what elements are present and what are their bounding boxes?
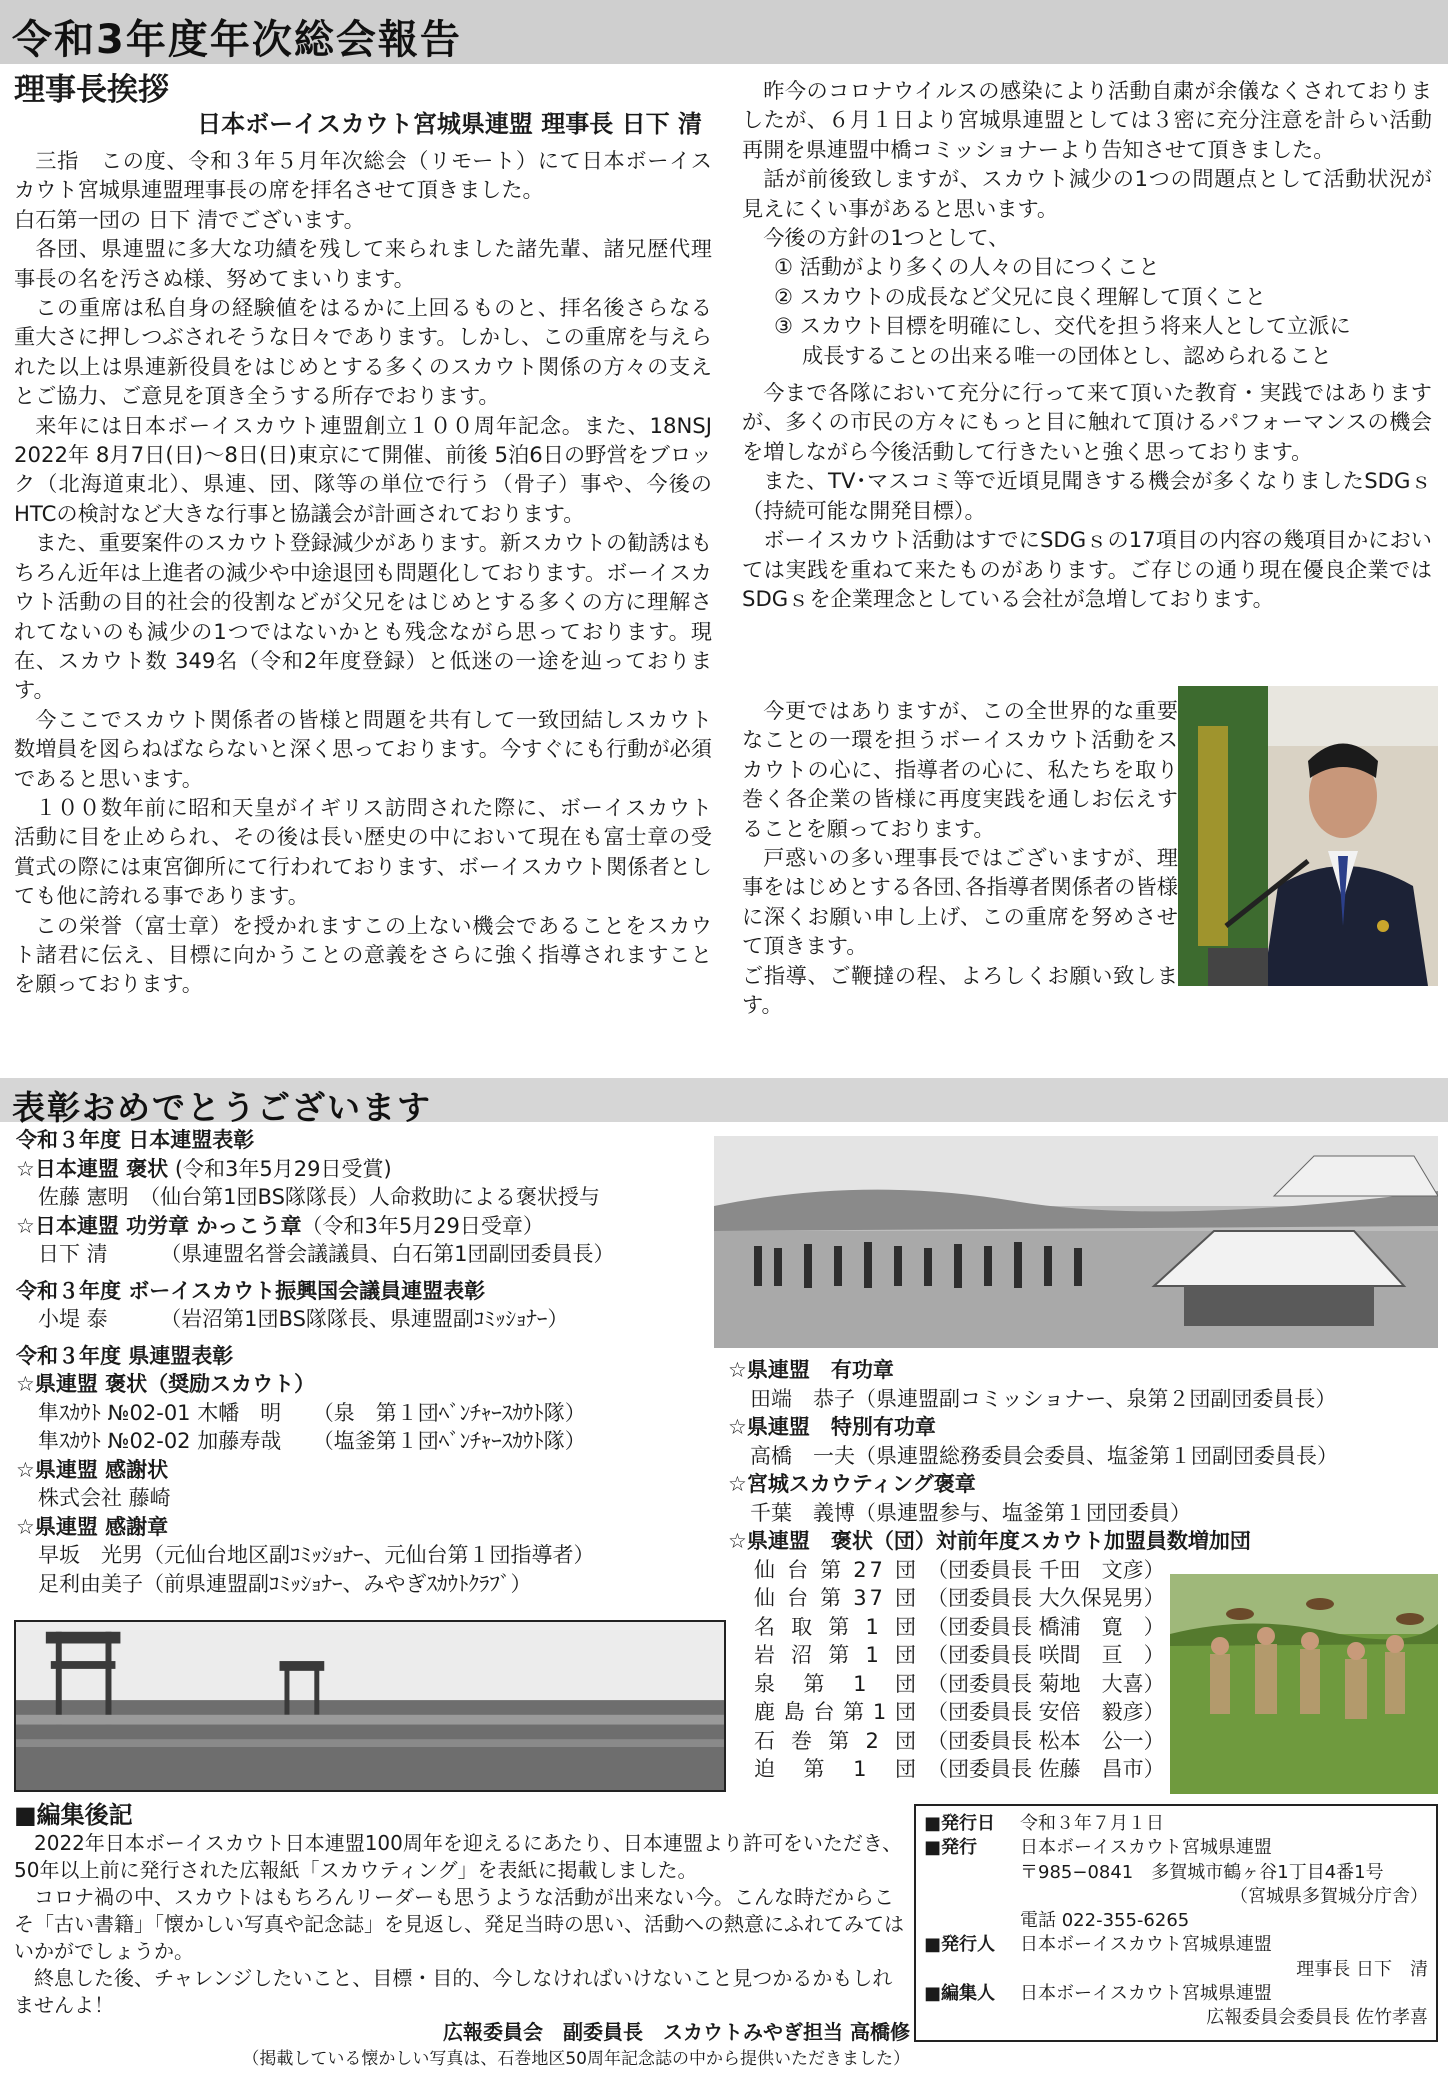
chairman-photo — [1178, 686, 1438, 986]
award-recipient: 千葉 義博（県連盟参与、塩釜第１団団委員） — [750, 1500, 1191, 1525]
pub-publisher-row: ■発行人 日本ボーイスカウト宮城県連盟 — [924, 1934, 1272, 1956]
policy-list — [742, 252, 1432, 370]
award-entry: ☆日本連盟 褒状 (令和3年5月29日受賞) — [16, 1156, 392, 1181]
group-award-title: ☆県連盟 褒状（団）対前年度スカウト加盟員数増加団 — [728, 1529, 1251, 1553]
group-row: 仙台第37団 （団委員長 大久保晃男） — [754, 1586, 1165, 1610]
postscript-paragraph: 終息した後、チャレンジしたいこと、目標・目的、今しなければいけないこと見つかるかもしれませんよ！ — [14, 1966, 893, 2017]
award-recipient: 早坂 光男（元仙台地区副ｺﾐｯｼｮﾅｰ、元仙台第１団指導者） — [38, 1543, 595, 1567]
postscript-signature: 広報委員会 副委員長 スカウトみやぎ担当 高橋修 — [443, 2020, 910, 2044]
greeting-right-bottom — [742, 696, 1178, 1019]
pub-address-note: （宮城県多賀城分庁舎） — [1230, 1885, 1428, 1907]
greeting-paragraph: 今ここでスカウト関係者の皆様と問題を共有して一致団結しスカウト数増員を図らねばならないと深く思っております。今すぐにも行動が必須であると思います。 — [14, 706, 712, 791]
group-row: 鹿島台第1団 （団委員長 安倍 毅彦） — [754, 1700, 1165, 1724]
page-title: 令和3年度年次総会報告 — [12, 17, 462, 63]
pub-issuer-row: ■発行 日本ボーイスカウト宮城県連盟 — [924, 1837, 1272, 1859]
greeting-paragraph: 今まで各隊において充分に行って来て頂いた教育・実践ではありますが、多くの市民の方々にもっと目に触れて頂けるパフォーマンスの機会を増しながら今後活動して行きたいと強く思っております。 — [742, 380, 1432, 464]
postscript-paragraph: 2022年日本ボーイスカウト日本連盟100周年を迎えるにあたり、日本連盟より許可をいただき、50年以上前に発行された広報紙「スカウティング」を表紙に掲載しました。 — [14, 1831, 903, 1882]
pub-editor-name: 広報委員会委員長 佐竹孝喜 — [1206, 2007, 1428, 2029]
award-recipient: 隼ｽｶｳﾄ №02-02 加藤寿哉 （塩釜第１団ﾍﾞﾝﾁｬｰｽｶｳﾄ隊） — [38, 1429, 586, 1453]
greeting-author: 日本ボーイスカウト宮城県連盟 理事長 日下 清 — [197, 110, 702, 138]
group-row: 迫第1団 （団委員長 佐藤 昌市） — [754, 1757, 1165, 1781]
greeting-paragraph: 今更ではありますが、この全世界的な重要なことの一環を担うボーイスカウト活動をスカウトの心に、指導者の心に、私たちを取り巻く各企業の皆様に再度実践を通しお伝えすることを願っております。 — [742, 698, 1178, 841]
award-recipient: 小堤 泰 （岩沼第1団BS隊隊長、県連盟副ｺﾐｯｼｮﾅｰ） — [38, 1307, 569, 1331]
award-recipient: 佐藤 憲明 （仙台第1団BS隊隊長）人命救助による褒状授与 — [38, 1185, 600, 1209]
group-row: 岩沼第1団 （団委員長 咲間 亘 ） — [754, 1643, 1165, 1667]
greeting-paragraph: この重席は私自身の経験値をはるかに上回るものと、拝名後さらなる重大さに押しつぶされそうな日々であります。しかし、この重席を与えられた以上は県連新役員をはじめとする多くのスカウト関係の方々の支えとご協力、ご意見を頂き全うする所存でおります。 — [14, 295, 712, 409]
national-awards-title: 令和３年度 日本連盟表彰 — [16, 1128, 255, 1152]
award-entry: ☆県連盟 有功章 — [728, 1358, 894, 1382]
greeting-paragraph: １００数年前に昭和天皇がイギリス訪問された際に、ボーイスカウト活動に目を止められ、その後は長い歴史の中において現在も富士章の受賞式の際には東宮御所にて行われております、ボーイスカウト関係者としても他に誇れる事であります。 — [14, 794, 712, 909]
award-entry: ☆宮城スカウティング褒章 — [728, 1472, 976, 1496]
award-recipient: 株式会社 藤崎 — [38, 1486, 171, 1510]
scouts-cheering-photo — [1170, 1574, 1438, 1794]
jamboree-crowd-photo — [14, 1620, 726, 1792]
pref-awards-title: 令和３年度 県連盟表彰 — [16, 1343, 234, 1368]
pub-editor-row: ■編集人 日本ボーイスカウト宮城県連盟 — [924, 1983, 1272, 2005]
postscript-photo-note: （掲載している懐かしい写真は、石巻地区50周年記念誌の中から提供いただきました） — [242, 2049, 910, 2069]
postscript-title: ■編集後記 — [14, 1801, 133, 1829]
publication-info-box — [914, 1804, 1438, 2042]
greeting-paragraph: また、TV･マスコミ等で近頃見聞きする機会が多くなりましたSDGｓ（持続可能な開発目標）。 — [742, 468, 1432, 523]
pub-phone: 電話 022-355-6265 — [1020, 1910, 1190, 1932]
greeting-paragraph: この栄誉（富士章）を授かれますこの上ない機会であることをスカウト諸君に伝え、目標に向かうことの意義をさらに強く指導されますことを願っております。 — [14, 912, 712, 997]
award-recipient: 日下 清 （県連盟名誉会議議員、白石第1団副団委員長） — [38, 1242, 615, 1266]
greeting-title: 理事長挨拶 — [14, 72, 169, 108]
editorial-postscript — [14, 1800, 910, 2073]
postscript-paragraph: コロナ禍の中、スカウトはもちろんリーダーも思うような活動が出来ない今。こんな時だからこそ「古い書籍」「懐かしい写真や記念誌」を見返し、発足当時の思い、活動への熱意にふれてみてはいかがでしょうか。 — [14, 1885, 904, 1963]
award-entry: ☆県連盟 感謝章 — [16, 1514, 169, 1539]
greeting-paragraph: ボーイスカウト活動はすでにSDGｓの17項目の内容の幾項目かにおいては実践を重ねて来たものがあります。ご存じの通り現在優良企業ではSDGｓを企業理念としている会社が急増しております。 — [742, 527, 1432, 611]
pub-publisher-name: 理事長 日下 清 — [1296, 1958, 1428, 1980]
group-row: 石巻第2団 （団委員長 松本 公一） — [754, 1728, 1165, 1753]
diet-awards-title: 令和３年度 ボーイスカウト振興国会議員連盟表彰 — [16, 1278, 486, 1303]
greeting-right-column — [742, 76, 1432, 613]
greeting-paragraph: 話が前後致しますが、スカウト減少の1つの問題点として活動状況が見えにくい事があると思います。 — [742, 166, 1432, 221]
group-row: 仙台第27団 （団委員長 千田 文彦） — [754, 1557, 1165, 1582]
greeting-paragraph: 今後の方針の1つとして、 — [763, 225, 1010, 251]
award-entry: ☆県連盟 感謝状 — [16, 1457, 169, 1482]
greeting-left-column — [14, 72, 712, 999]
award-recipient: 高橋 一夫（県連盟総務委員会委員、塩釜第１団副団委員長） — [750, 1443, 1338, 1468]
pub-address: 〒985−0841 多賀城市鶴ヶ谷1丁目4番1号 — [1020, 1861, 1384, 1883]
group-row: 泉第1団 （団委員長 菊地 大喜） — [754, 1671, 1165, 1696]
page-header-band — [0, 0, 1448, 64]
award-recipient: 隼ｽｶｳﾄ №02-01 木幡 明 （泉 第１団ﾍﾞﾝﾁｬｰｽｶｳﾄ隊） — [38, 1400, 586, 1425]
greeting-closing: ご指導、ご鞭撻の程、よろしくお願い致します。 — [742, 962, 1178, 1018]
group-row: 名取第1団 （団委員長 橋浦 寛 ） — [754, 1614, 1165, 1639]
greeting-paragraph: 来年には日本ボーイスカウト連盟創立１００周年記念。また、18NSJ 2022年 8月7日(日)～8日(日)東京にて開催、前後 5泊6日の野営をブロック（北海道東北）、県連、団、隊等の単位で行う（骨子）事や、今後のHTCの検討など大きな行事と協議会が計画されております。 — [14, 412, 712, 526]
award-recipient: 足利由美子（前県連盟副ｺﾐｯｼｮﾅｰ、みやぎｽｶｳﾄｸﾗﾌﾞ） — [38, 1571, 532, 1596]
award-recipient: 田端 恭子（県連盟副コミッショナー、泉第２団副団委員長） — [750, 1386, 1337, 1411]
awards-title: 表彰おめでとうございます — [12, 1088, 432, 1127]
pub-date-row: ■発行日 令和３年７月１日 — [924, 1813, 1164, 1834]
greeting-paragraph: 昨今のコロナウイルスの感染により活動自粛が余儀なくされておりましたが、６月１日より宮城県連盟としては３密に充分注意を計らい活動再開を県連盟中橋コミッショナーより告知させて頂きました。 — [742, 78, 1432, 162]
old-camp-photo — [714, 1136, 1438, 1348]
award-entry: ☆県連盟 特別有功章 — [728, 1415, 936, 1439]
award-entry: ☆日本連盟 功労章 かっこう章（令和3年5月29日受章） — [16, 1213, 544, 1238]
greeting-paragraph: 三指 この度、令和３年５月年次総会（リモート）にて日本ボーイスカウト宮城県連盟理事長の席を拝名させて頂きました。 — [14, 148, 712, 203]
greeting-paragraph: 白石第一団の 日下 清でございます。 — [14, 206, 365, 232]
greeting-paragraph: また、重要案件のスカウト登録減少があります。新スカウトの勧誘はもちろん近年は上進者の減少や中途退団も問題化しております。ボーイスカウト活動の目的社会的役割などが父兄をはじめとする多くの方に理解されてないのも減少の1つではないかとも残念ながら思っております。現在、スカウト数 349名（令和2年度登録）と低迷の一途を辿っております。 — [14, 530, 712, 703]
awards-header-band — [0, 1078, 1448, 1127]
greeting-paragraph: 戸惑いの多い理事長ではございますが、理事をはじめとする各団､各指導者関係者の皆様に深くお願い申し上げ、この重席を努めさせて頂きます。 — [742, 845, 1178, 959]
policy-item: ③ スカウト目標を明確にし、交代を担う将来人として立派に 成長することの出来る唯一の団体とし、認められること — [774, 313, 1351, 368]
policy-item: ② スカウトの成長など父兄に良く理解して頂くこと — [774, 283, 1266, 309]
awards-national-block — [16, 1126, 716, 1598]
greeting-paragraph: 各団、県連盟に多大な功績を残して来られました諸先輩、諸兄歴代理事長の名を汚さぬ様、努めてまいります。 — [14, 236, 712, 291]
award-entry: ☆県連盟 褒状（奨励スカウト） — [16, 1372, 316, 1396]
policy-item: ① 活動がより多くの人々の目につくこと — [774, 254, 1160, 280]
